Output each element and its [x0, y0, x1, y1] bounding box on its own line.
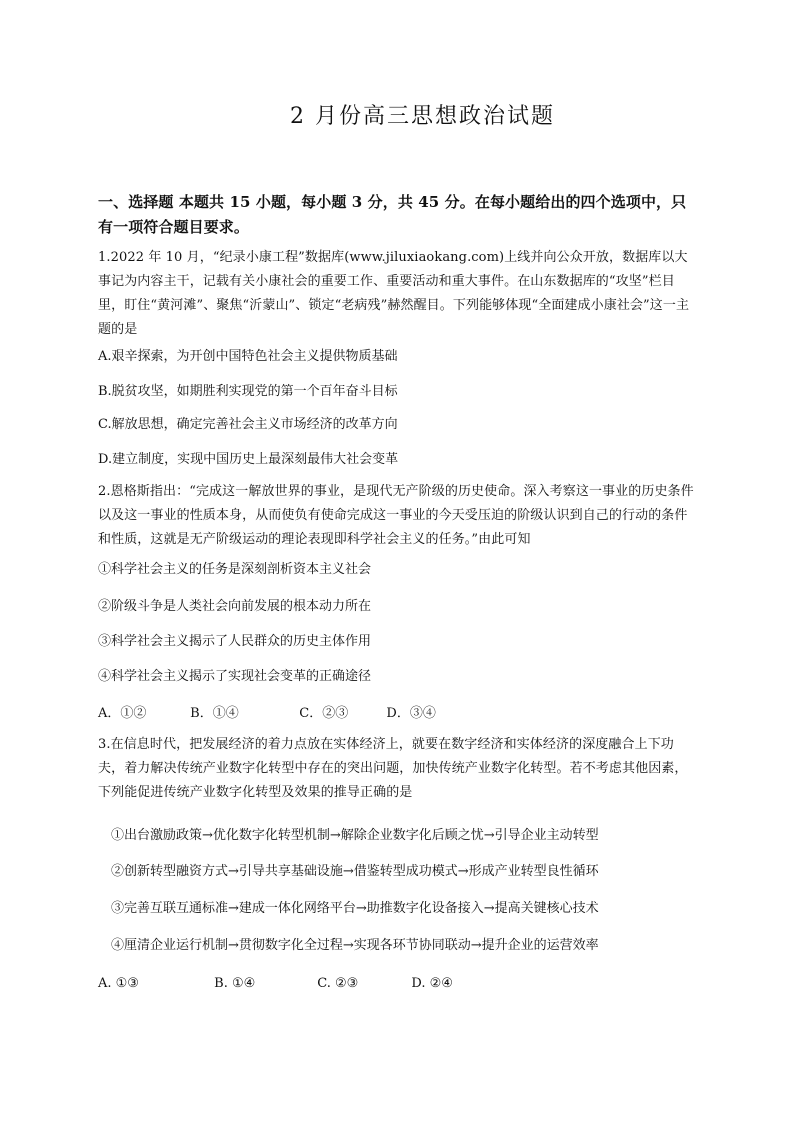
question-2-statement-3: ③科学社会主义揭示了人民群众的历史主体作用: [98, 634, 372, 649]
question-3-chain-1: ①出台激励政策→优化数字化转型机制→解除企业数字化后顾之忧→引导企业主动转型: [111, 828, 599, 843]
question-3-answer-d: D. ②④: [411, 976, 453, 991]
question-1-option-b: B.脱贫攻坚，如期胜利实现党的第一个百年奋斗目标: [98, 384, 398, 399]
question-2-answer-a: A．①②: [98, 706, 147, 721]
question-2-statement-1: ①科学社会主义的任务是深刻剖析资本主义社会: [98, 562, 372, 577]
question-2-statement-4: ④科学社会主义揭示了实现社会变革的正确途径: [98, 669, 372, 684]
page-title: 2 月份高三思想政治试题: [290, 104, 555, 129]
question-2-answer-c: C．②③: [299, 706, 349, 721]
question-3-answer-a: A. ①③: [98, 976, 139, 991]
question-2-answer-d: D．③④: [386, 706, 436, 721]
question-3-answer-c: C. ②③: [317, 976, 359, 991]
section-heading: 一、选择题 本题共 15 小题，每小题 3 分，共 45 分。在每小题给出的四个选项中，只有一项符合题目要求。: [98, 193, 687, 236]
question-1-option-c: C.解放思想，确定完善社会主义市场经济的改革方向: [98, 417, 398, 432]
question-2-statement-2: ②阶级斗争是人类社会向前发展的根本动力所在: [98, 599, 372, 614]
question-1-option-a: A.艰辛探索，为开创中国特色社会主义提供物质基础: [98, 349, 398, 364]
question-3-chain-3: ③完善互联互通标准→建成一体化网络平台→助推数字化设备接入→提高关键核心技术: [111, 901, 599, 916]
question-1-stem: 1.2022 年 10 月，“纪录小康工程”数据库(www.jiluxiaokang.com)上线并向公众开放，数据库以大事记为内容主干，记载有关小康社会的重要工作、重要活动和重大事件。在山东数据库的“攻坚”栏目里，盯住“黄河滩”、聚焦“沂蒙山”、锁定“老病残”赫然醒目。下列能够体现“全面建成小康社会”这一主题的是: [98, 250, 690, 337]
question-3-answer-b: B. ①④: [214, 976, 256, 991]
question-2-answers: [98, 704, 698, 724]
question-1-option-d: D.建立制度，实现中国历史上最深刻最伟大社会变革: [98, 452, 399, 467]
question-3-answers: [98, 974, 698, 994]
question-3-chain-4: ④厘清企业运行机制→贯彻数字化全过程→实现各环节协同联动→提升企业的运营效率: [111, 938, 599, 953]
question-2-stem: 2.恩格斯指出：“完成这一解放世界的事业，是现代无产阶级的历史使命。深入考察这一事业的历史条件以及这一事业的性质本身，从而使负有使命完成这一事业的今天受压迫的阶级认识到自己的行动的条件和性质，这就是无产阶级运动的理论表现即科学社会主义的任务。”由此可知: [98, 484, 694, 547]
question-3-chain-2: ②创新转型融资方式→引导共享基础设施→借鉴转型成功模式→形成产业转型良性循环: [111, 864, 599, 879]
question-3-stem: 3.在信息时代，把发展经济的着力点放在实体经济上，就要在数字经济和实体经济的深度融合上下功夫，着力解决传统产业数字化转型中存在的突出问题，加快传统产业数字化转型。若不考虑其他因素，下列能促进传统产业数字化转型及效果的推导正确的是: [98, 737, 688, 800]
question-2-answer-b: B．①④: [190, 706, 239, 721]
